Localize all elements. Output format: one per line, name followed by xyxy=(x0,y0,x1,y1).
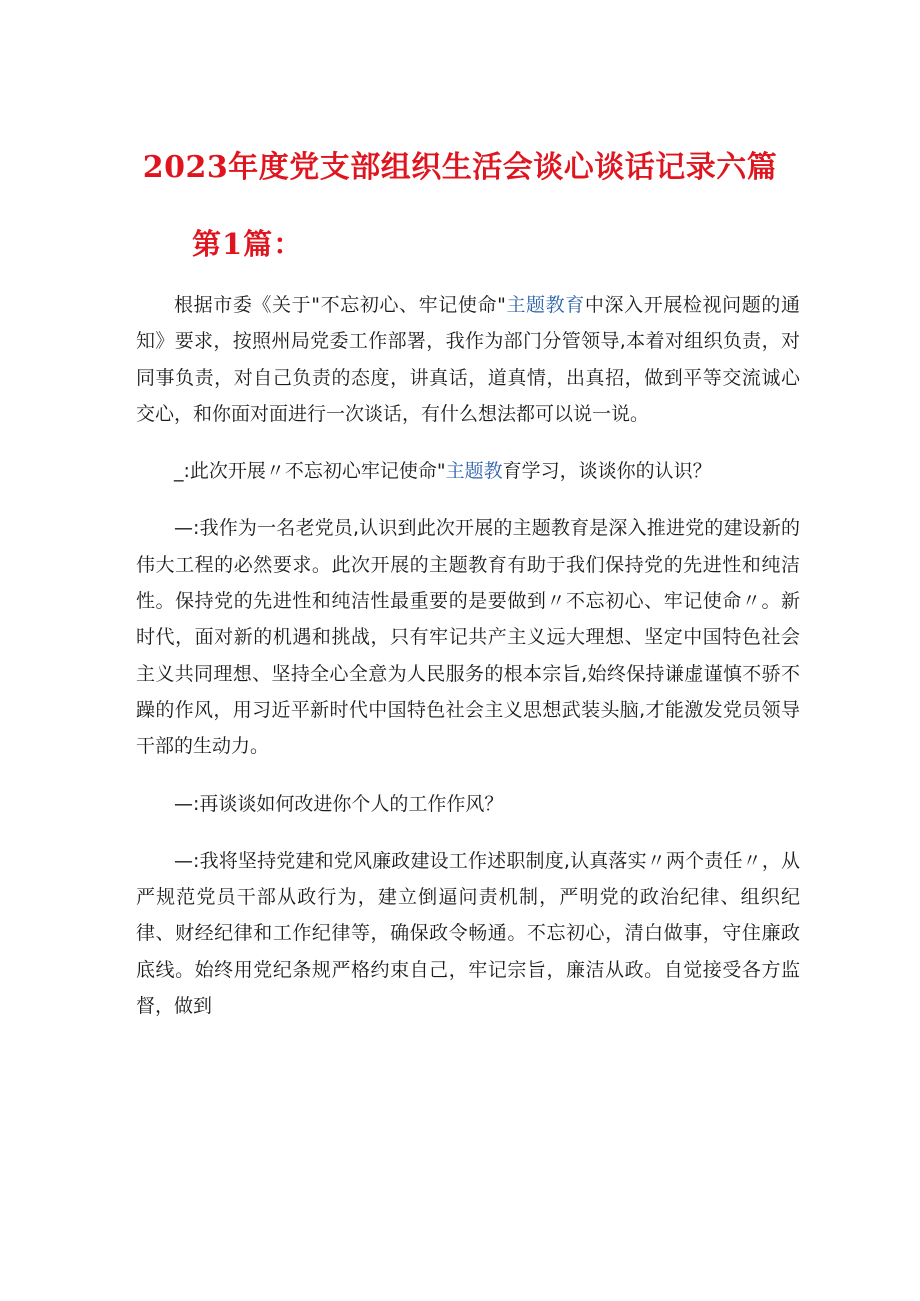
highlighted-term: 主题教育 xyxy=(505,294,585,316)
text-segment: _:此次开展〃不忘初心牢记使命" xyxy=(174,460,446,483)
section-heading: 第1篇： xyxy=(192,227,304,261)
highlighted-term: 主题教 xyxy=(445,460,503,483)
paragraph-question-1 xyxy=(136,453,800,489)
text-segment: —:再谈谈如何改进你个人的工作作风？ xyxy=(174,792,504,815)
text-segment: 根据市委《关于"不忘初心、牢记使命" xyxy=(174,294,506,316)
paragraph-answer-1 xyxy=(136,510,800,764)
text-segment: —:我将坚持党建和党风廉政建设工作述职制度,认真落实〃两个责任〃，从严规范党员干部从政行为，建立倒逼问责机制，严明党的政治纪律、组织纪律、财经纪律和工作纪律等，确保政令畅通。不忘初心，清白做事，守住廉政底线。始终用党纪条规严格约束自己，牢记宗旨，廉洁从政。自觉接受各方监督，做到 xyxy=(136,849,800,1018)
paragraph-intro xyxy=(136,287,800,432)
text-segment: —:我作为一名老党员,认识到此次开展的主题教育是深入推进党的建设新的伟大工程的必然要求。此次开展的主题教育有助于我们保持党的先进性和纯洁性。保持党的先进性和纯洁性最重要的是要做到〃不忘初心、牢记使命〃。新时代，面对新的机遇和挑战，只有牢记共产主义远大理想、坚定中国特色社会主义共同理想、坚持全心全意为人民服务的根本宗旨,始终保持谦虚谨慎不骄不躁的作风，用习近平新时代中国特色社会主义思想武装头脑,才能激发党员领导干部的生动力。 xyxy=(136,517,800,758)
text-segment: 中深入开展检视问题的通知》要求，按照州局党委工作部署，我作为部门分管领导,本着对组织负责，对同事负责，对自己负责的态度，讲真话，道真情，出真招，做到平等交流诚心交心，和你面对面进行一次谈话，有什么想法都可以说一说。 xyxy=(136,294,800,425)
document-body xyxy=(136,287,800,1024)
text-segment: 育学习，谈谈你的认识？ xyxy=(502,460,712,483)
paragraph-question-2 xyxy=(136,786,800,822)
document-title: 2023年度党支部组织生活会谈心谈话记录六篇 xyxy=(142,150,778,185)
paragraph-answer-2 xyxy=(136,843,800,1024)
